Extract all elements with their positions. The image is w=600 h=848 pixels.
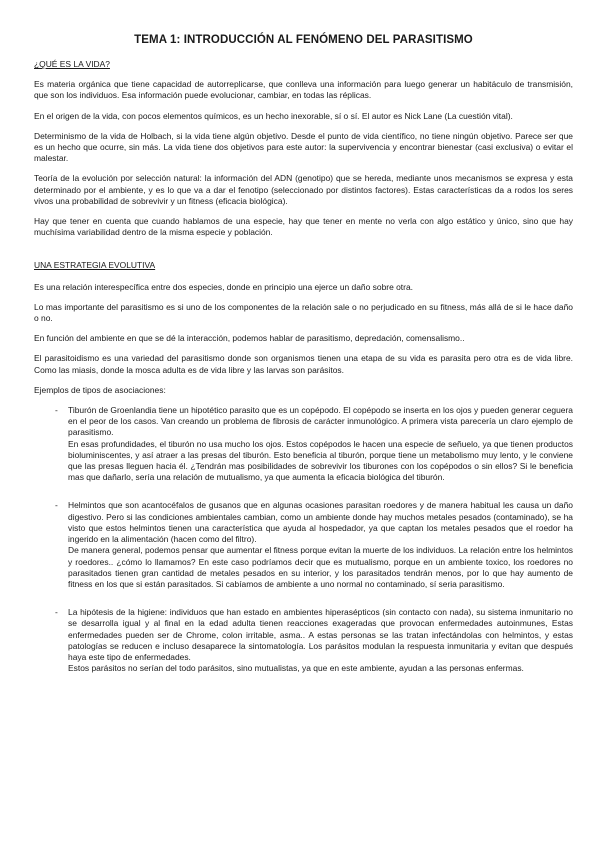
section-heading: UNA ESTRATEGIA EVOLUTIVA [34, 260, 156, 271]
paragraph: Es una relación interespecífica entre dos especies, donde en principio una ejerce un daño sobre otra. [34, 281, 413, 292]
list-item-text: - La hipótesis de la higiene: individuos que han estado en ambientes hiperasépticos (sin contacto con nada), su sistema inmunitario no se desarrolla igual y al final en la edad adulta tienen reacciones exageradas que provocan enfermedades autoinmunes, Estas enfermedades pueden ser de Chrome, colon irritable, asma.. A estas personas se las tratan infectándolas con helmintos, y estas patologías se reducen e incluso desaparece la sintomatología. Los parásitos modulan la respuesta inmunitaria y evitan que después haya este tipo de enfermedades. [68, 607, 573, 662]
list-item-text: - Helmintos que son acantocéfalos de gusanos que en algunas ocasiones parasitan roedores y de manera habitual les causa un daño digestivo. Pero si las condiciones ambientales cambian, como un ambiente donde hay muchos metales pesados (contaminado), se ha visto que estos helmintos tienen una característica que ayuda al hospedador, ya que captan los metales pesados que el roedor ha ingerido en la alimentación (hacen como del filtro). [68, 500, 573, 545]
paragraph: En función del ambiente en que se dé la interacción, podemos hablar de parasitismo, depredación, comensalismo.. [34, 333, 465, 344]
section-estrategia-evolutiva [34, 260, 573, 674]
list-item [34, 405, 573, 483]
examples-list [34, 405, 573, 674]
list-item-text: Estos parásitos no serían del todo parásitos, sino mutualistas, ya que en este ambiente, ayudan a las personas enfermas. [68, 663, 524, 674]
paragraph: El parasitoidismo es una variedad del parasitismo donde son organismos tienen una etapa de su vida es parasita pero otra es de vida libre. Como las miasis, donde la mosca adulta es de vida libre y las larvas son parásitos. [34, 353, 573, 375]
section-heading: ¿QUÉ ES LA VIDA? [34, 59, 110, 69]
page-title: TEMA 1: INTRODUCCIÓN AL FENÓMENO DEL PARASITISMO [134, 34, 473, 46]
paragraph: En el origen de la vida, con pocos elementos químicos, es un hecho inexorable, sí o sí. El autor es Nick Lane (La cuestión vital). [34, 110, 513, 121]
list-item-text: De manera general, podemos pensar que aumentar el fitness porque evitan la muerte de los individuos. La relación entre los helmintos y roedores.. ¿cómo lo llamamos? En este caso podríamos decir que es mutualismo, porque en un ambiente toxico, los roedores no parasitados tienen gran cantidad de metales pesados en su interior, y los parasitados tendrán menos, por lo que hay aumento de fitness en los que si están parasitados. Si cabíamos de ambiente a uno normal no contaminado, sí seria parasitismo. [68, 545, 573, 589]
section-que-es-la-vida [34, 59, 573, 238]
list-item-text: - Tiburón de Groenlandia tiene un hipotético parasito que es un copépodo. El copépodo se inserta en los ojos y pueden generar ceguera en el peor de los casos. Van creando un problema de fibrosis de carácter inmunológico. A primera vista parecería un claro ejemplo de parasitismo. [68, 405, 573, 438]
paragraph: Teoría de la evolución por selección natural: la información del ADN (genotipo) que se hereda, mediante unos mecanismos se expresa y esta determinado por el ambiente, y es lo que va a dar el fenotipo (seleccionado por distintos factores). Estas características da a rodos los seres vivos una probabilidad de sobrevivir y un fitness (eficacia biológica). [34, 173, 573, 206]
paragraph: Hay que tener en cuenta que cuando hablamos de una especie, hay que tener en mente no verla con algo estático y único, sino que hay muchísima variabilidad dentro de la misma especie y población. [34, 216, 573, 238]
paragraph: Determinismo de la vida de Holbach, si la vida tiene algún objetivo. Desde el punto de vida científico, no tiene ningún objetivo. Parece ser que es un hecho que ocurre, sin más. La vida tiene dos objetivos para este autor: la supervivencia y encontrar bienestar (casi exclusiva) o evitar el malestar. [34, 130, 573, 164]
paragraph: Ejemplos de tipos de asociaciones: [34, 384, 166, 395]
paragraph: Es materia orgánica que tiene capacidad de autorreplicarse, que conlleva una información para luego generar un habitáculo de transmisión, que son los individuos. Esa información puede evolucionar, cambiar, en todas las réplicas. [34, 79, 573, 101]
list-item-text: En esas profundidades, el tiburón no usa mucho los ojos. Estos copépodos le hacen una especie de señuelo, ya que tienen productos bioluminiscentes, y así atraer a las presas del tiburón. Esto beneficia al tiburón, porque tiene un metabolismo muy lento, y le conviene que las presas lleguen hacia él. ¿Tendrán mas posibilidades de sobrevivir los tiburones con los copépodos o sin ellos? Si le beneficia mas que dañarlo, sería una relación de mutualismo, ya que aumenta la eficacia biológica del tiburón. [68, 438, 573, 483]
paragraph: Lo mas importante del parasitismo es si uno de los componentes de la relación sale o no perjudicado en su fitness, más allá de si le hace daño o no. [34, 301, 573, 324]
list-item [34, 607, 573, 674]
list-item [34, 500, 573, 590]
